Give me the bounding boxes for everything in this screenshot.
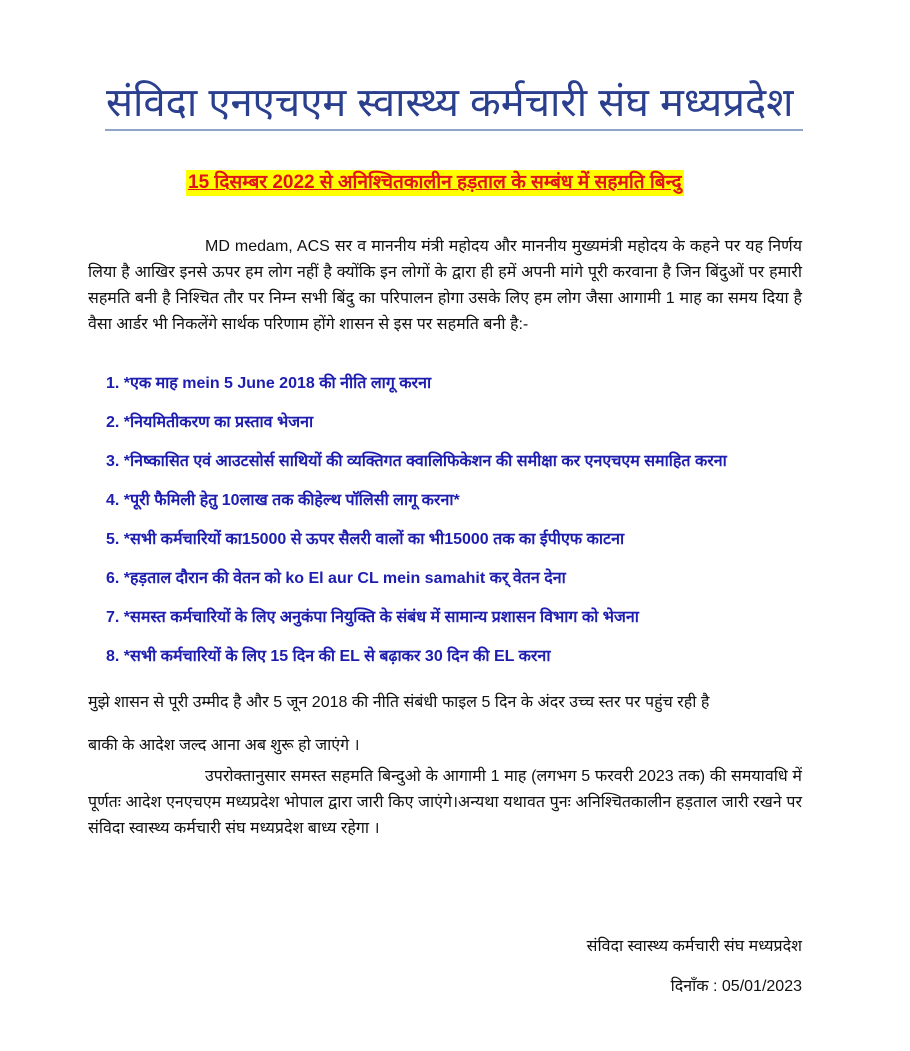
signature-line: संविदा स्वास्थ्य कर्मचारी संघ मध्यप्रदेश — [586, 938, 802, 955]
agreement-point: 7. *समस्त कर्मचारियों के लिए अनुकंपा नियुक्ति के संबंध में सामान्य प्रशासन विभाग को भेजना — [106, 609, 639, 626]
agreement-point: 2. *नियमितीकरण का प्रस्ताव भेजना — [106, 414, 314, 431]
orders-soon-statement: बाकी के आदेश जल्द आना अब शुरू हो जाएंगे । — [88, 737, 360, 754]
agreement-point: 4. *पूरी फैमिली हेतु 10लाख तक कीहेल्थ पॉलिसी लागू करना* — [106, 492, 460, 509]
agreement-point: 3. *निष्कासित एवं आउटसोर्स साथियों की व्यक्तिगत क्वालिफिकेशन की समीक्षा कर एनएचएम समाहित करना — [106, 453, 727, 470]
subject-heading: 15 दिसम्बर 2022 से अनिश्चितकालीन हड़ताल के सम्बंध में सहमति बिन्दु — [186, 170, 684, 196]
closing-paragraph — [88, 764, 802, 842]
closing-text: उपरोक्तानुसार समस्त सहमति बिन्दुओ के आगामी 1 माह (लगभग 5 फरवरी 2023 तक) की समयावधि में पूर्णतः आदेश एनएचएम मध्यप्रदेश भोपाल द्वारा जारी किए जाएंगे।अन्यथा यथावत पुनः अनिश्चितकालीन हड़ताल जारी रखने पर संविदा स्वास्थ्य कर्मचारी संघ मध्यप्रदेश बाध्य रहेगा । — [88, 768, 802, 837]
intro-text: MD medam, ACS सर व माननीय मंत्री महोदय और माननीय मुख्यमंत्री महोदय के कहने पर यह निर्णय लिया है आखिर इनसे ऊपर हम लोग नहीं है क्योंकि इन लोगों के द्वारा ही हमें अपनी मांगे पूरी करवाना है जिन बिंदुओं पर हमारी सहमति बनी है निश्चित तौर पर निम्न सभी बिंदु का परिपालन होगा उसके लिए हम लोग जैसा आगामी 1 माह का समय दिया है वैसा आर्डर भी निकलेंगे सार्थक परिणाम होंगे शासन से इस पर सहमति बनी है:- — [88, 238, 802, 333]
page-title: संविदा एनएचएम स्वास्थ्य कर्मचारी संघ मध्यप्रदेश — [106, 81, 794, 125]
hope-statement: मुझे शासन से पूरी उम्मीद है और 5 जून 2018 की नीति संबंधी फाइल 5 दिन के अंदर उच्च स्तर पर पहुंच रही है — [88, 694, 710, 711]
intro-paragraph — [88, 234, 802, 338]
agreement-point: 1. *एक माह mein 5 June 2018 की नीति लागू करना — [106, 375, 432, 392]
title-divider — [105, 129, 803, 131]
agreement-point: 8. *सभी कर्मचारियों के लिए 15 दिन की EL से बढ़ाकर 30 दिन की EL करना — [106, 648, 551, 665]
agreement-points-list — [106, 369, 727, 681]
agreement-point: 5. *सभी कर्मचारियों का15000 से ऊपर सैलरी वालों का भी15000 तक का ईपीएफ काटना — [106, 531, 625, 548]
agreement-point: 6. *हड़ताल दौरान की वेतन को ko El aur CL mein samahit कर् वेतन देना — [106, 570, 566, 587]
document-date: दिनाँक : 05/01/2023 — [670, 978, 802, 995]
